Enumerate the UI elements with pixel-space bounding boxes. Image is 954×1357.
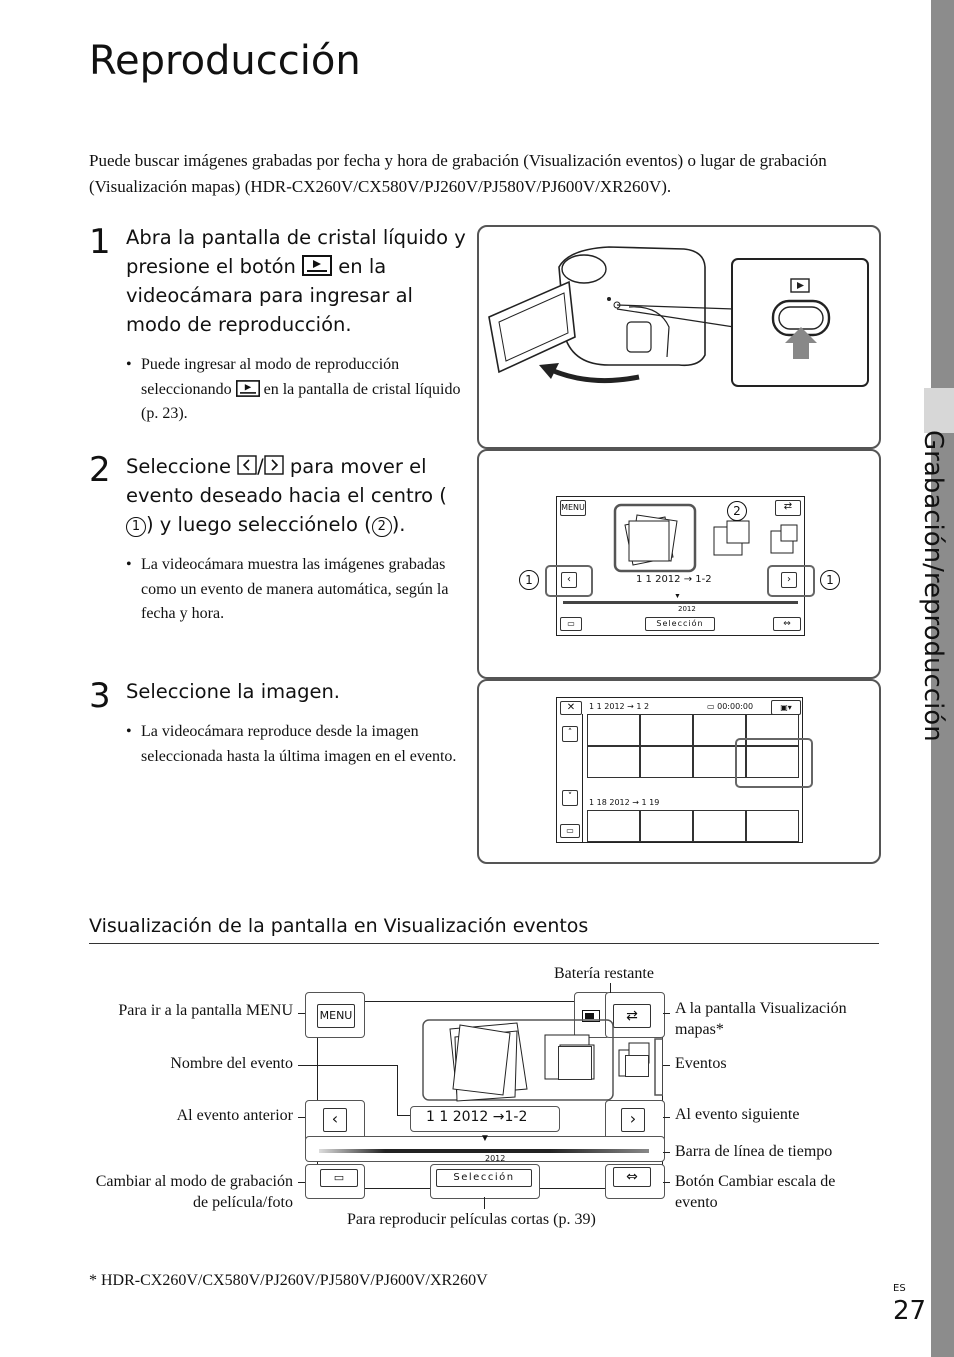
- chevron-left-icon: ‹: [331, 1109, 339, 1128]
- timeline-year: 2012: [678, 605, 696, 613]
- step-3-number: 3: [89, 676, 111, 716]
- callout-line: [298, 1117, 305, 1118]
- section-heading: Visualización de la pantalla en Visualización eventos: [89, 915, 589, 937]
- index-view-panel: [477, 679, 881, 864]
- page-language: ES: [893, 1283, 906, 1294]
- menu-button[interactable]: MENU: [317, 1004, 355, 1028]
- scale-change-button[interactable]: [773, 617, 801, 631]
- scale-change-button[interactable]: [613, 1167, 651, 1187]
- mode-change-button[interactable]: [320, 1169, 358, 1187]
- label-battery: Batería restante: [554, 965, 654, 982]
- side-tab: [924, 388, 954, 433]
- callout-line: [484, 1197, 485, 1209]
- label-prev-event: Al evento anterior: [176, 1107, 293, 1124]
- scroll-divider: [582, 714, 583, 842]
- footnote: * HDR-CX260V/CX580V/PJ260V/PJ580V/PJ600V/XR260V: [89, 1272, 488, 1289]
- chevron-up-icon: ˄: [567, 728, 573, 738]
- label-mode-change: Cambiar al modo de grabación de película/foto: [95, 1173, 293, 1211]
- thumbnail[interactable]: [746, 810, 799, 842]
- callout-line: [663, 1182, 670, 1183]
- thumbnail[interactable]: [587, 714, 640, 746]
- intro-paragraph: Puede buscar imágenes grabadas por fecha y hora de grabación (Visualización eventos) o lugar de grabación (Visualización mapas) (HDR-CX260V/CX580V/PJ260V/PJ580V/PJ600V/XR260V).: [89, 151, 827, 196]
- prev-event-button[interactable]: [561, 572, 577, 588]
- callout-line: [298, 1065, 398, 1066]
- camera-icon: ▭: [567, 619, 575, 628]
- label-timeline: Barra de línea de tiempo: [675, 1143, 833, 1160]
- circled-marker-1: 1: [820, 570, 840, 590]
- close-button[interactable]: [560, 701, 582, 715]
- chevron-right-icon: ›: [787, 574, 791, 585]
- mode-change-button[interactable]: [560, 617, 582, 631]
- label-events: Eventos: [675, 1055, 727, 1072]
- step-1-number: 1: [89, 222, 111, 262]
- label-scale-change: Botón Cambiar escala de evento: [675, 1173, 836, 1211]
- callout-line: [298, 1182, 305, 1183]
- callout-line: [663, 1152, 670, 1153]
- label-event-name: Nombre del evento: [170, 1055, 293, 1072]
- index-second-event: 1 18 2012 → 1 19: [589, 798, 660, 807]
- chevron-left-icon: [237, 455, 257, 475]
- event-name: 1 1 2012 →1-2: [426, 1109, 528, 1125]
- step-3-bullet: • La videocámara reproduce desde la imagen seleccionada hasta la última imagen en el evento.: [141, 720, 461, 769]
- label-map-view: A la pantalla Visualización mapas*: [675, 1000, 847, 1038]
- close-icon: ✕: [566, 702, 576, 713]
- camera-icon: ▭: [566, 826, 574, 835]
- next-event-button[interactable]: [621, 1108, 645, 1132]
- callout-line: [397, 1115, 410, 1116]
- circled-marker-1: 1: [519, 570, 539, 590]
- callout-line: [298, 1013, 305, 1014]
- label-short-movies: Para reproducir películas cortas (p. 39): [347, 1211, 596, 1228]
- section-side-label: Grabación/reproducción: [918, 430, 948, 742]
- event-thumbnails: [557, 497, 804, 577]
- play-button-icon: [302, 255, 332, 276]
- thumbnail[interactable]: [640, 810, 693, 842]
- timeline-year: 2012: [485, 1154, 506, 1163]
- index-header-event: 1 1 2012 → 1 2: [589, 702, 650, 711]
- camcorder-illustration: [479, 227, 879, 447]
- section-rule: [89, 943, 879, 944]
- callout-line: [663, 1117, 670, 1118]
- event-view-screen: [556, 496, 805, 636]
- step-1-text: Abra la pantalla de cristal líquido y presione el botón en la videocámara para ingresar al modo de reproducción.: [126, 226, 466, 336]
- event-view-panel: [477, 449, 881, 679]
- callout-line: [397, 1065, 398, 1115]
- step-2-bullet: • La videocámara muestra las imágenes grabadas como un evento de manera automática, según la fecha y hora.: [141, 553, 461, 627]
- index-time: ▭ 00:00:00: [707, 702, 754, 711]
- timeline-bar: [319, 1149, 649, 1153]
- circled-marker-1: 1: [126, 517, 146, 537]
- thumbnail[interactable]: [640, 714, 693, 746]
- filter-dropdown[interactable]: ▣▾: [771, 700, 801, 715]
- callout-line: [663, 1065, 670, 1066]
- prev-event-button[interactable]: [323, 1108, 347, 1132]
- event-view-diagram: [305, 992, 663, 1197]
- chevron-left-icon: ‹: [567, 574, 571, 585]
- scroll-up-button[interactable]: [562, 726, 578, 742]
- label-next-event: Al evento siguiente: [675, 1106, 800, 1123]
- play-button-icon: [236, 380, 260, 397]
- chevron-right-icon: ›: [629, 1109, 637, 1128]
- step-2-number: 2: [89, 450, 111, 490]
- camera-illustration-panel: [477, 225, 881, 449]
- menu-button[interactable]: MENU: [560, 500, 586, 516]
- index-view-screen: [556, 697, 803, 843]
- event-name: 1 1 2012 → 1-2: [636, 574, 712, 585]
- double-arrow-icon: ⇔: [626, 1169, 638, 1185]
- map-icon: ⇄: [783, 501, 793, 512]
- step-1-bullet: • Puede ingresar al modo de reproducción seleccionando en la pantalla de cristal líquido (p. 23).: [141, 353, 461, 427]
- step-2-text: Seleccione / para mover el evento deseado hacia el centro (1 ) y luego selecciónelo ( 2 ).: [126, 455, 447, 536]
- scroll-down-button[interactable]: [562, 790, 578, 806]
- page-title: Reproducción: [89, 38, 361, 84]
- page-number: 27: [893, 1296, 927, 1326]
- callout-line: [610, 983, 611, 993]
- mode-change-button[interactable]: [560, 824, 580, 838]
- battery-icon: ▭: [707, 702, 718, 711]
- thumbnail[interactable]: [640, 746, 693, 778]
- step-3-text: Seleccione la imagen.: [126, 680, 340, 703]
- timeline-pointer: ▼: [480, 1133, 490, 1144]
- callout-line: [663, 1013, 670, 1014]
- timeline-pointer: ▼: [674, 592, 681, 600]
- next-event-button[interactable]: [781, 572, 797, 588]
- circled-marker-2: 2: [372, 517, 392, 537]
- label-menu-screen: Para ir a la pantalla MENU: [118, 1002, 293, 1019]
- thumbnail[interactable]: [693, 810, 746, 842]
- chevron-down-icon: ˅: [567, 792, 573, 802]
- thumbnail[interactable]: [587, 810, 640, 842]
- selection-button[interactable]: Selección: [645, 617, 715, 631]
- selection-highlight: [735, 738, 813, 788]
- chevron-right-icon: [264, 455, 284, 475]
- timeline-bar: [563, 601, 798, 604]
- thumbnail[interactable]: [587, 746, 640, 778]
- event-thumbnail: [625, 1055, 649, 1077]
- camera-icon: ▭: [333, 1171, 345, 1184]
- circled-marker-2: 2: [727, 501, 747, 521]
- map-icon: ⇄: [626, 1008, 638, 1024]
- event-thumbnail: [558, 1046, 592, 1080]
- selection-button[interactable]: Selección: [436, 1169, 532, 1187]
- double-arrow-icon: ⇔: [783, 619, 791, 629]
